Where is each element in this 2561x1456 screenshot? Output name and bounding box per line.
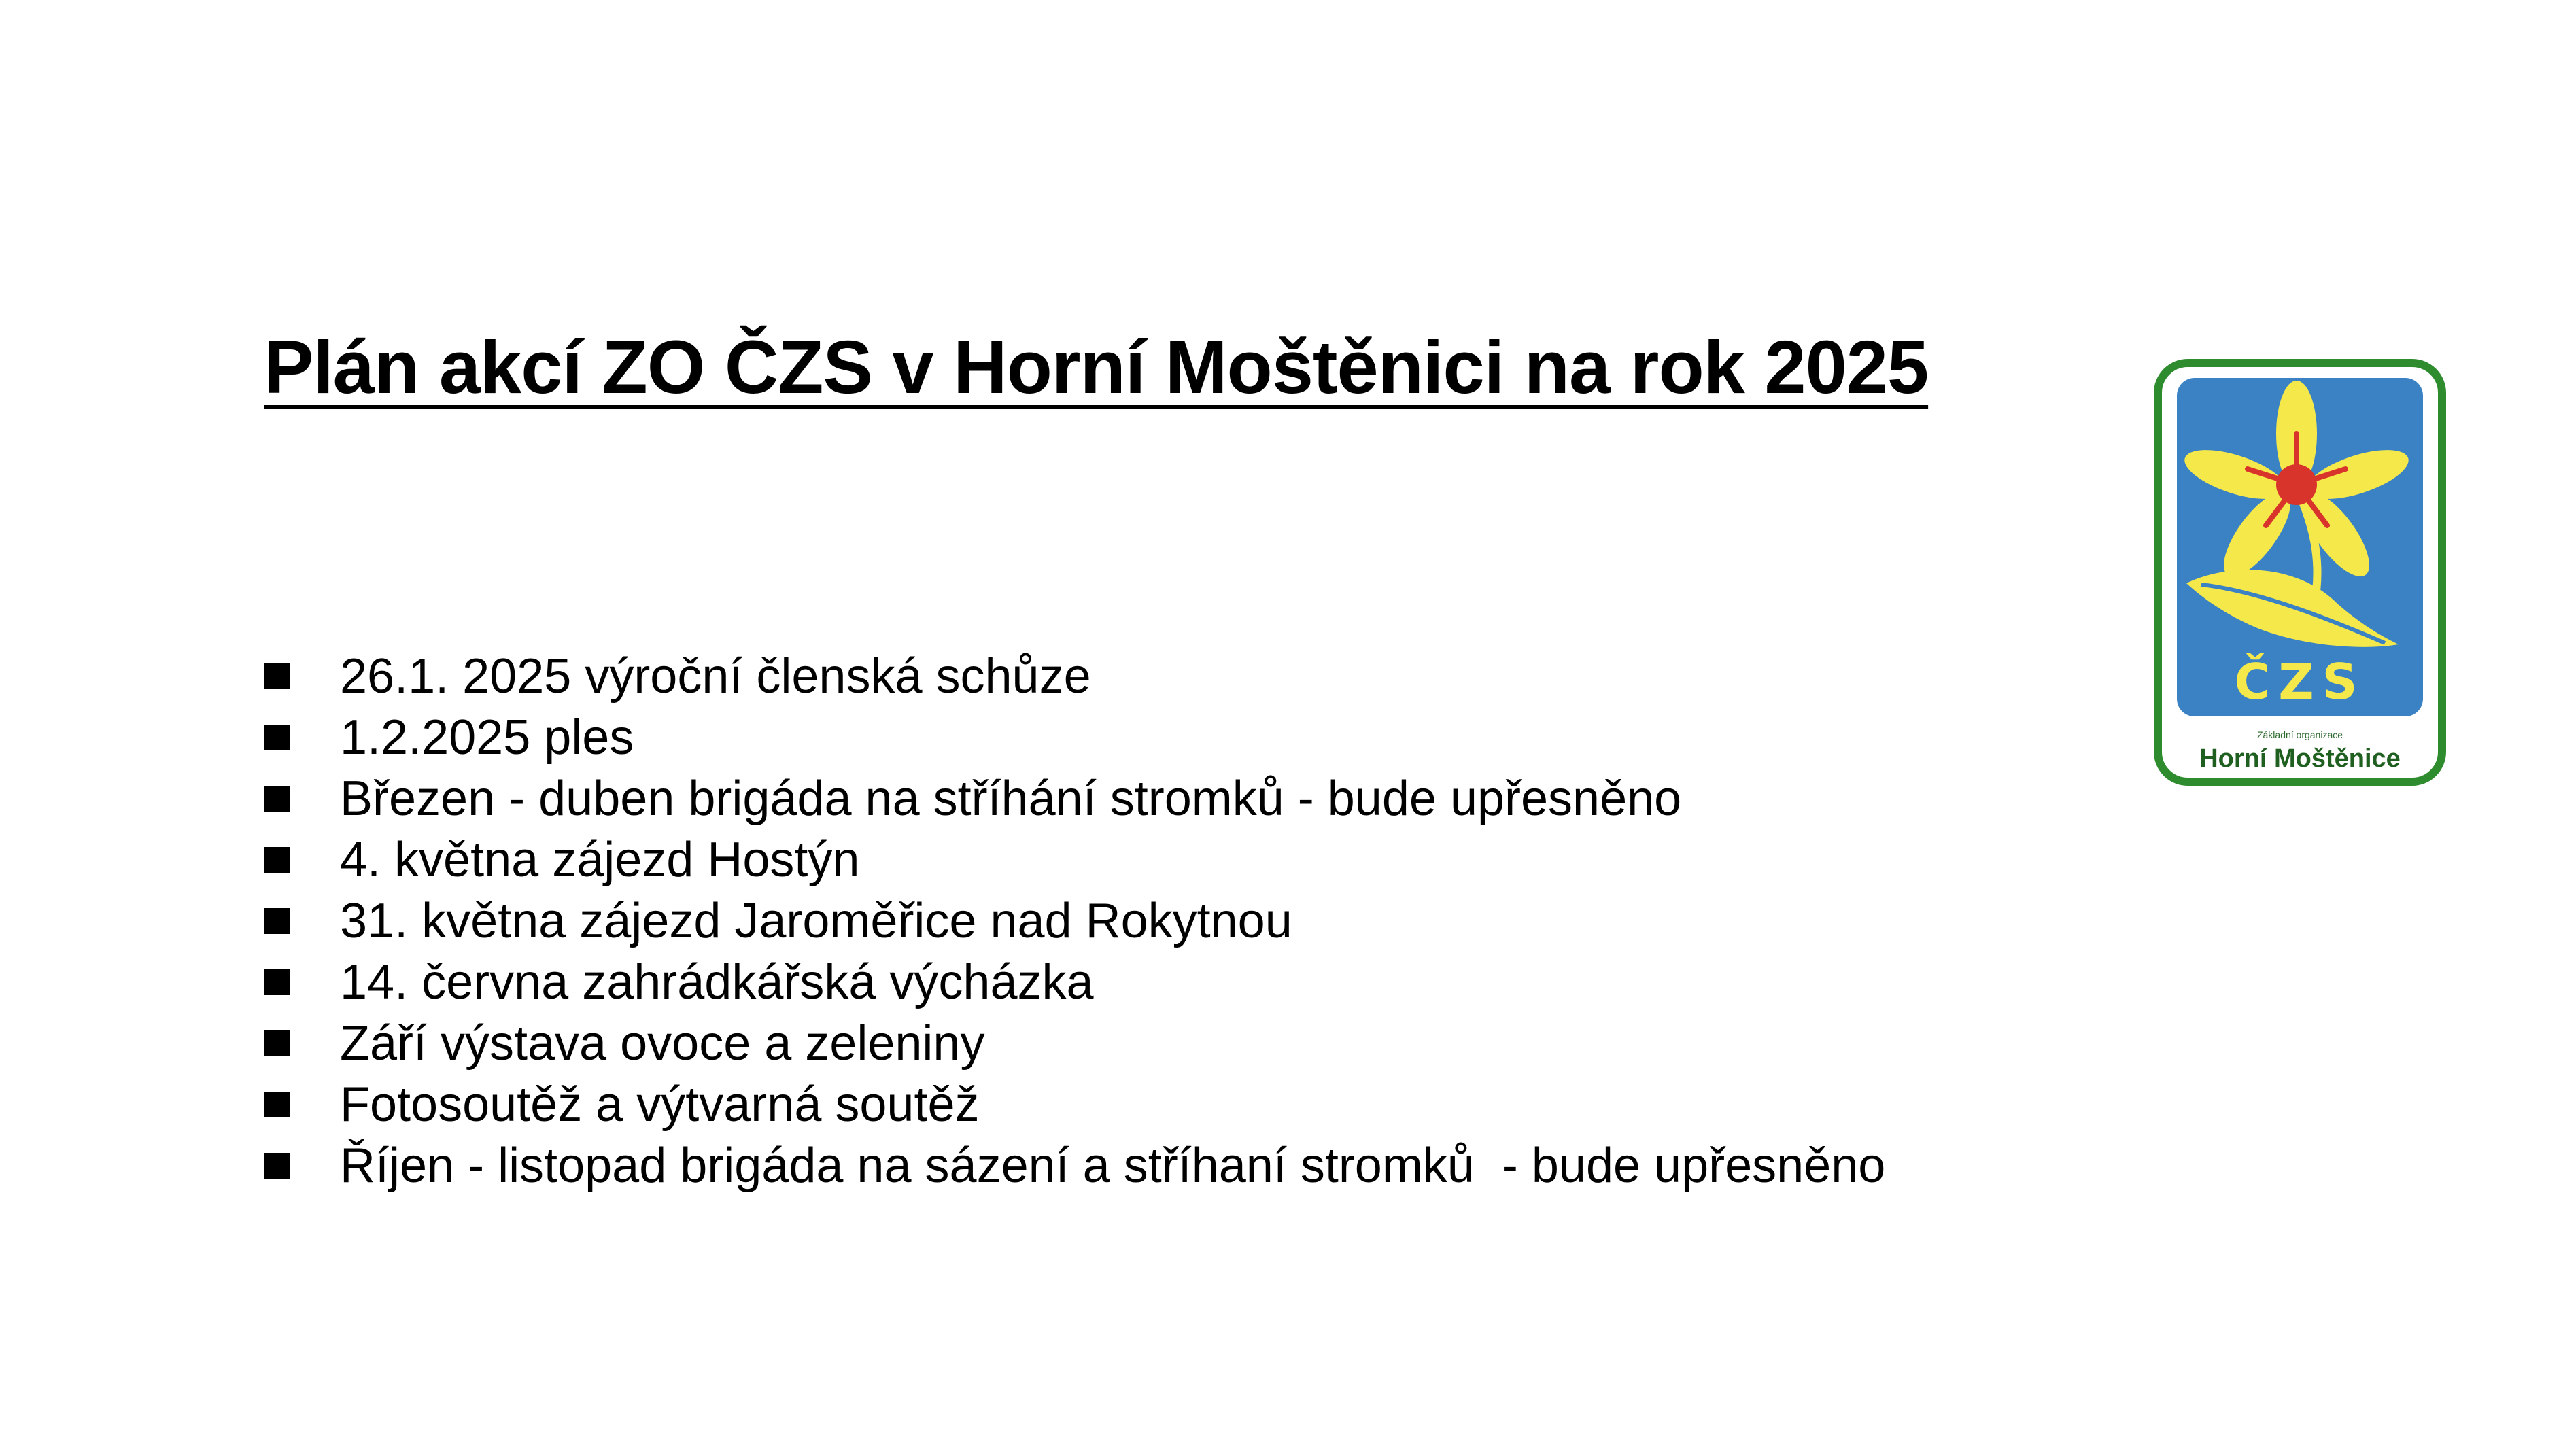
list-item	[264, 768, 1885, 829]
event-text: Září výstava ovoce a zeleniny	[340, 1016, 985, 1071]
list-item	[264, 1074, 1885, 1135]
list-item	[264, 707, 1885, 768]
event-text: 4. května zájezd Hostýn	[340, 833, 860, 887]
logo-subtitle: Základní organizace	[2256, 729, 2343, 740]
event-text: 31. května zájezd Jaroměřice nad Rokytnou	[340, 894, 1292, 948]
list-item	[264, 952, 1885, 1013]
square-bullet-icon	[264, 1092, 290, 1117]
list-item	[264, 646, 1885, 707]
list-item	[264, 1135, 1885, 1196]
event-text: 1.2.2025 ples	[340, 710, 634, 765]
logo-letters: ČZS	[2234, 653, 2366, 710]
event-text: 26.1. 2025 výroční členská schůze	[340, 649, 1091, 704]
list-item	[264, 829, 1885, 890]
list-item	[264, 890, 1885, 952]
square-bullet-icon	[264, 969, 290, 995]
event-list	[264, 646, 1885, 1196]
czs-logo	[2154, 359, 2446, 786]
square-bullet-icon	[264, 725, 290, 750]
event-text: 14. června zahrádkářská výcházka	[340, 955, 1094, 1009]
logo-place: Horní Moštěnice	[2199, 744, 2401, 773]
square-bullet-icon	[264, 847, 290, 873]
event-text: Říjen - listopad brigáda na sázení a stříhaní stromků - bude upřesněno	[340, 1139, 1886, 1193]
page-title: Plán akcí ZO ČZS v Horní Moštěnici na rok 2025	[264, 326, 1929, 409]
event-text: Březen - duben brigáda na stříhání stromků - bude upřesněno	[340, 772, 1682, 826]
square-bullet-icon	[264, 663, 290, 689]
list-item	[264, 1013, 1885, 1074]
event-text: Fotosoutěž a výtvarná soutěž	[340, 1077, 980, 1132]
square-bullet-icon	[264, 908, 290, 934]
square-bullet-icon	[264, 786, 290, 812]
square-bullet-icon	[264, 1153, 290, 1179]
square-bullet-icon	[264, 1030, 290, 1056]
